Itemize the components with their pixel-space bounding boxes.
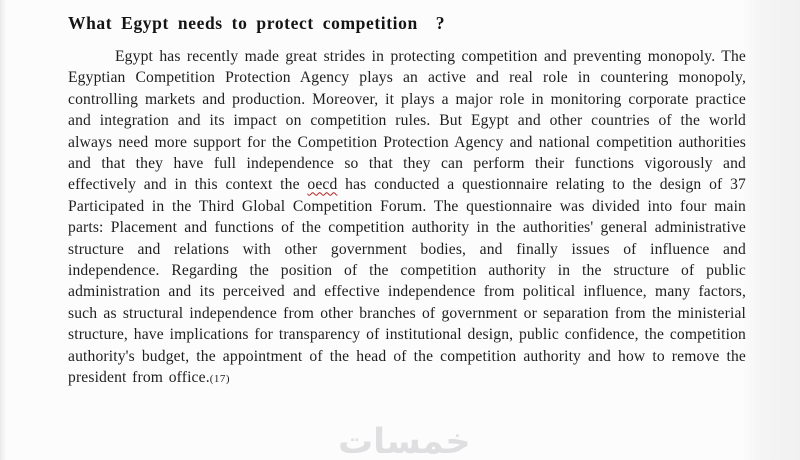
misspelled-word-oecd: oecd: [307, 176, 338, 194]
paragraph-text-before-oecd: Egypt has recently made great strides in protecting competition and preventing monopoly. The Egyptian Competition Protection Agency plays an active and real role in countering monopoly, controlling markets and production. Moreover, it plays a major role in monitoring corporate practice and integration and its impact on competition rules. But Egypt and other countries of the world always need more support for the Competition Protection Agency and national competition authorities and that they have full independence so that they can perform their functions vigorously and effectively and in this context the: [68, 48, 746, 194]
paragraph-text-after-oecd: has conducted a questionnaire relating to the design of 37 Participated in the Third Global Competition Forum. The questionnaire was divided into four main parts: Placement and functions of the competition authority in the authorities' general administrative structure and relations with other government bodies, and finally issues of influence and independence. Regarding the position of the competition authority in the structure of public administration and its perceived and effective independence from political influence, many factors, such as structural independence from other branches of government or separation from the ministerial structure, have implications for transparency of institutional design, public confidence, the competition authority's budget, the appointment of the head of the competition authority and how to remove the president from office.: [68, 176, 746, 387]
body-paragraph: [68, 46, 746, 391]
khamsat-watermark: خمسات: [338, 422, 471, 460]
document-content: [68, 13, 746, 391]
document-title: What Egypt needs to protect competition ?: [68, 13, 446, 33]
footnote-reference: (17): [209, 373, 231, 386]
